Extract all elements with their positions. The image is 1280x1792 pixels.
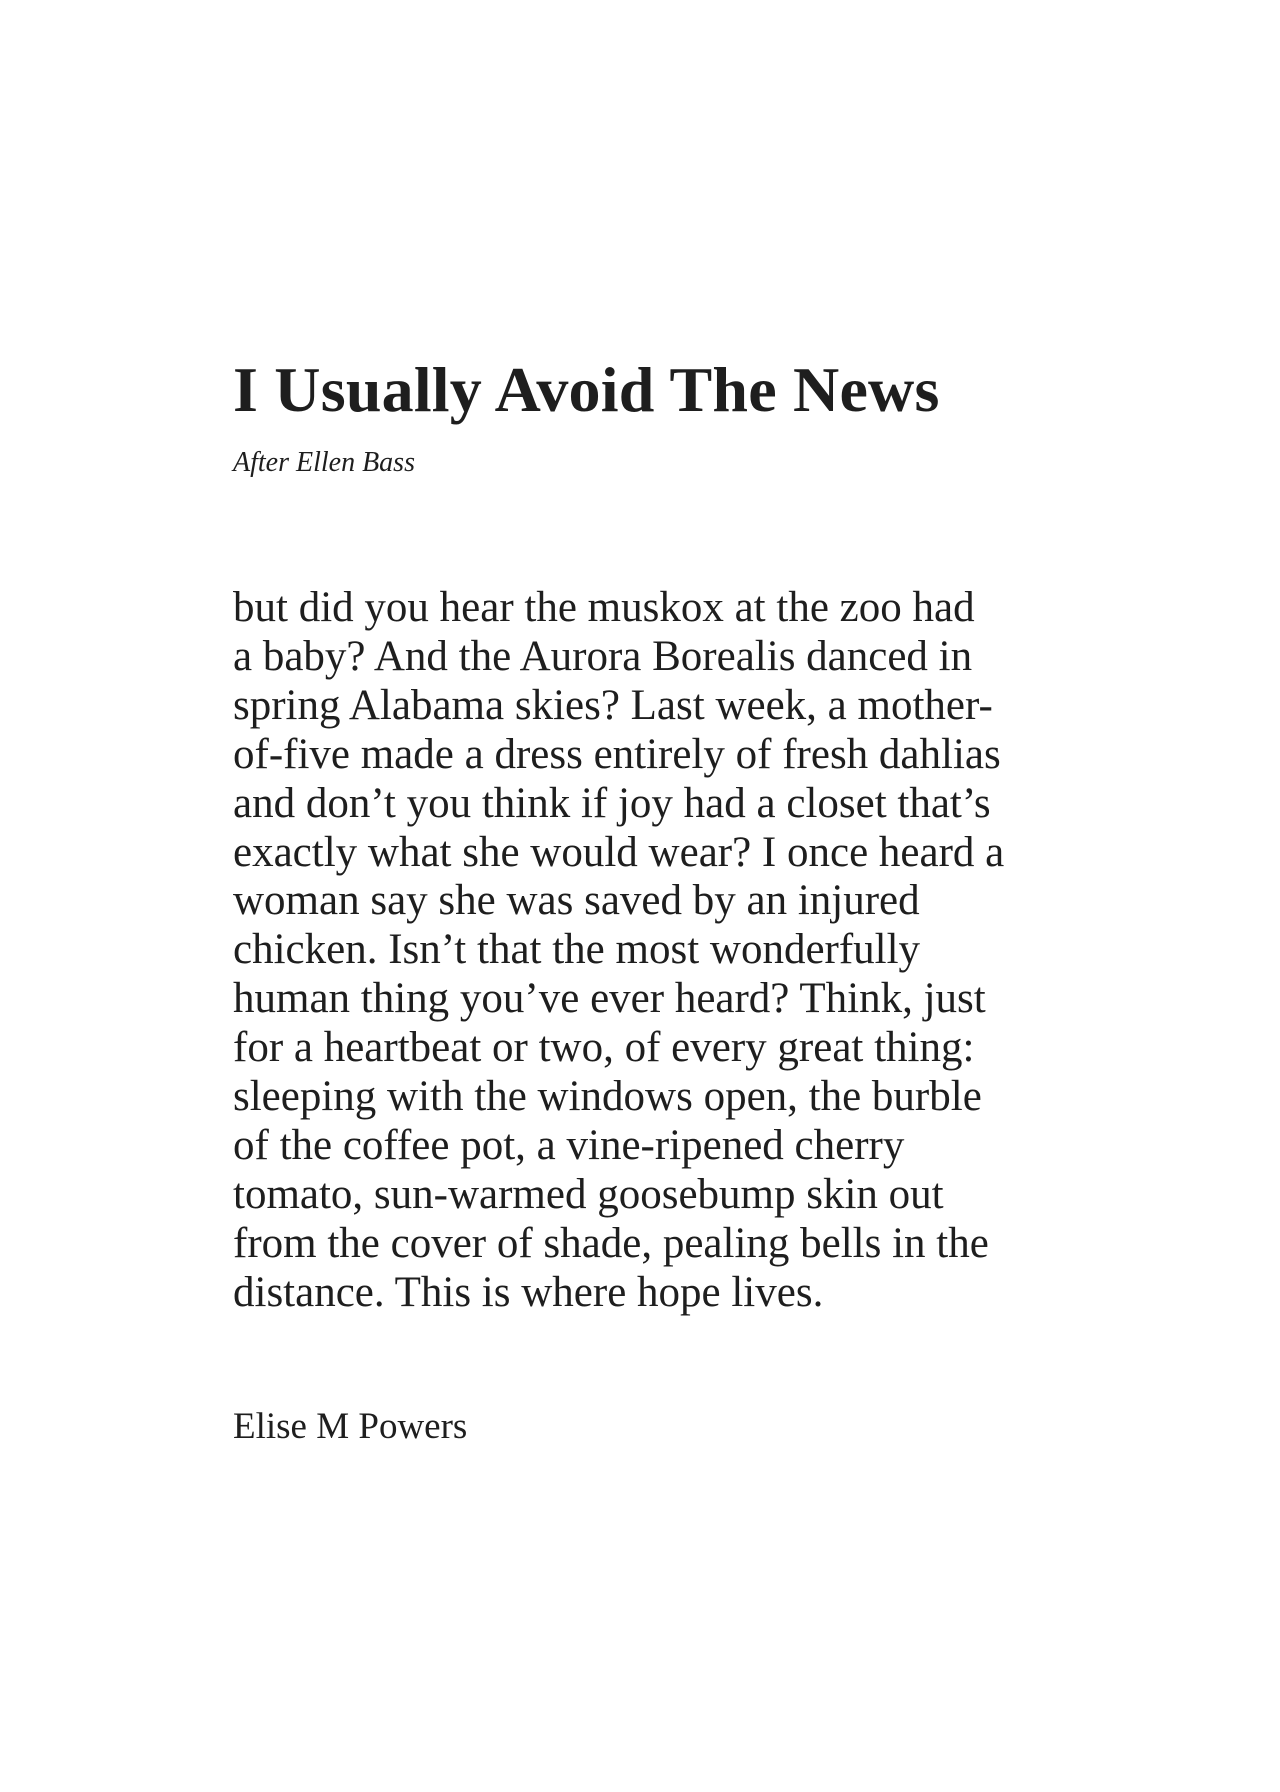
poem-line: tomato, sun-warmed goosebump skin out xyxy=(233,1170,944,1218)
poem-body xyxy=(233,584,1004,1318)
poem-line: woman say she was saved by an injured xyxy=(233,877,920,925)
poem-line: exactly what she would wear? I once heard a xyxy=(233,828,1005,876)
poem-line: sleeping with the windows open, the burble xyxy=(233,1073,982,1121)
poem-line: distance. This is where hope lives. xyxy=(233,1268,824,1316)
poem-title: I Usually Avoid The News xyxy=(233,354,940,425)
poem-line: but did you hear the muskox at the zoo had xyxy=(233,584,975,631)
poem-line: human thing you’ve ever heard? Think, just xyxy=(233,975,986,1023)
poem-line: for a heartbeat or two, of every great thing: xyxy=(233,1024,975,1072)
poem-line: of the coffee pot, a vine-ripened cherry xyxy=(233,1121,905,1169)
poem-line: and don’t you think if joy had a closet that’s xyxy=(233,779,991,827)
poem-line: spring Alabama skies? Last week, a mother- xyxy=(233,681,993,729)
poem-line: from the cover of shade, pealing bells in the xyxy=(233,1219,989,1267)
poem-line: of-five made a dress entirely of fresh dahlias xyxy=(233,730,1001,778)
poem-dedication: After Ellen Bass xyxy=(233,447,415,478)
poem-line: a baby? And the Aurora Borealis danced in xyxy=(233,632,973,680)
poem-author: Elise M Powers xyxy=(233,1406,468,1447)
poem-line: chicken. Isn’t that the most wonderfully xyxy=(233,926,921,974)
